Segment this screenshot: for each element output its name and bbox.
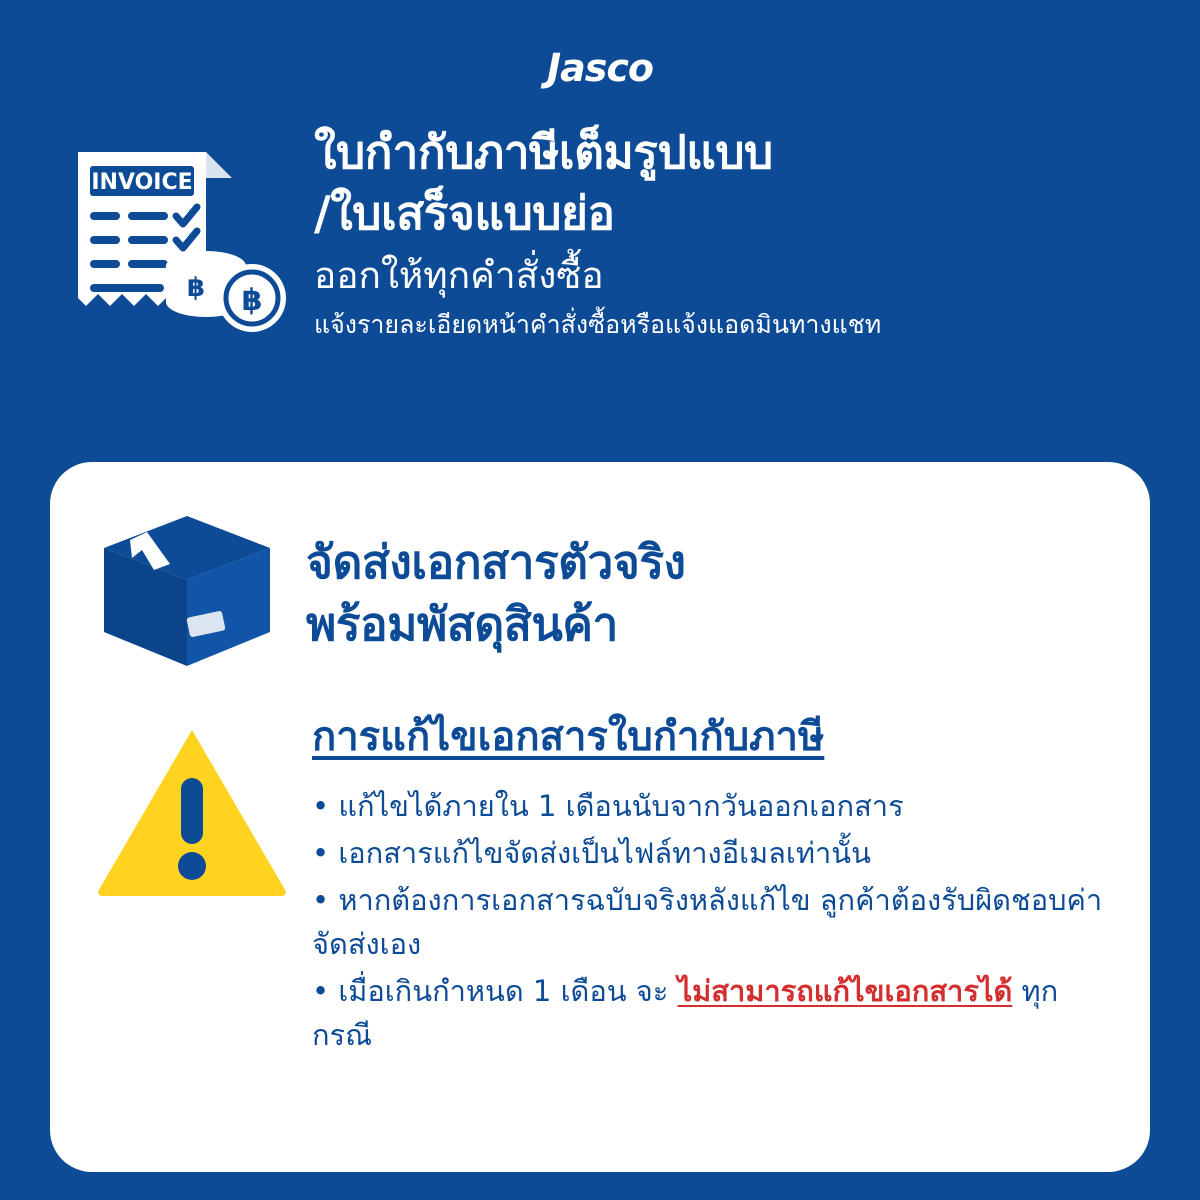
shipping-title-block: [306, 531, 686, 655]
svg-text:฿: ฿: [186, 273, 206, 303]
last-bullet-highlight: ไม่สามารถแก้ไขเอกสารได้: [677, 974, 1013, 1009]
header-subtitle: ออกให้ทุกคำสั่งซื้อ: [314, 254, 604, 298]
last-bullet-post: ทุกกรณี: [312, 974, 1059, 1053]
header-note: แจ้งรายละเอียดหน้าคำสั่งซื้อหรือแจ้งแอดมินทางแชท: [314, 310, 882, 340]
edit-section-title: การแก้ไขเอกสารใบกำกับภาษี: [312, 714, 825, 760]
edit-bullet-list: [312, 784, 1108, 1057]
last-bullet-pre: • เมื่อเกินกำหนด 1 เดือน จะ: [312, 974, 678, 1009]
svg-text:INVOICE: INVOICE: [91, 170, 193, 195]
header-title-line1: ใบกำกับภาษีเต็มรูปแบบ: [314, 125, 773, 179]
edit-body: [312, 706, 1108, 1060]
list-item: • แก้ไขได้ภายใน 1 เดือนนับจากวันออกเอกสาร: [312, 789, 904, 823]
brand-logo: Jasco: [546, 46, 654, 90]
content-card: [50, 462, 1150, 1172]
edit-section: [92, 706, 1108, 1060]
header-text-block: [314, 118, 1144, 343]
svg-text:฿: ฿: [241, 283, 263, 318]
header-section: [56, 118, 1144, 358]
warning-triangle-icon: [92, 706, 292, 904]
header-title-line2: /ใบเสร็จแบบย่อ: [314, 185, 615, 240]
shipping-title-line1: จัดส่งเอกสารตัวจริง: [306, 534, 686, 589]
invoice-receipt-icon: [56, 118, 286, 358]
shipping-title-line2: พร้อมพัสดุสินค้า: [306, 597, 618, 651]
list-item-last: [312, 969, 1108, 1057]
package-box-icon: [92, 506, 282, 680]
list-item: • เอกสารแก้ไขจัดส่งเป็นไฟล์ทางอีเมลเท่านั้น: [312, 836, 871, 871]
list-item: • หากต้องการเอกสารฉบับจริงหลังแก้ไข ลูกค้าต้องรับผิดชอบค่าจัดส่งเอง: [312, 883, 1103, 962]
shipping-section: [92, 506, 1108, 680]
